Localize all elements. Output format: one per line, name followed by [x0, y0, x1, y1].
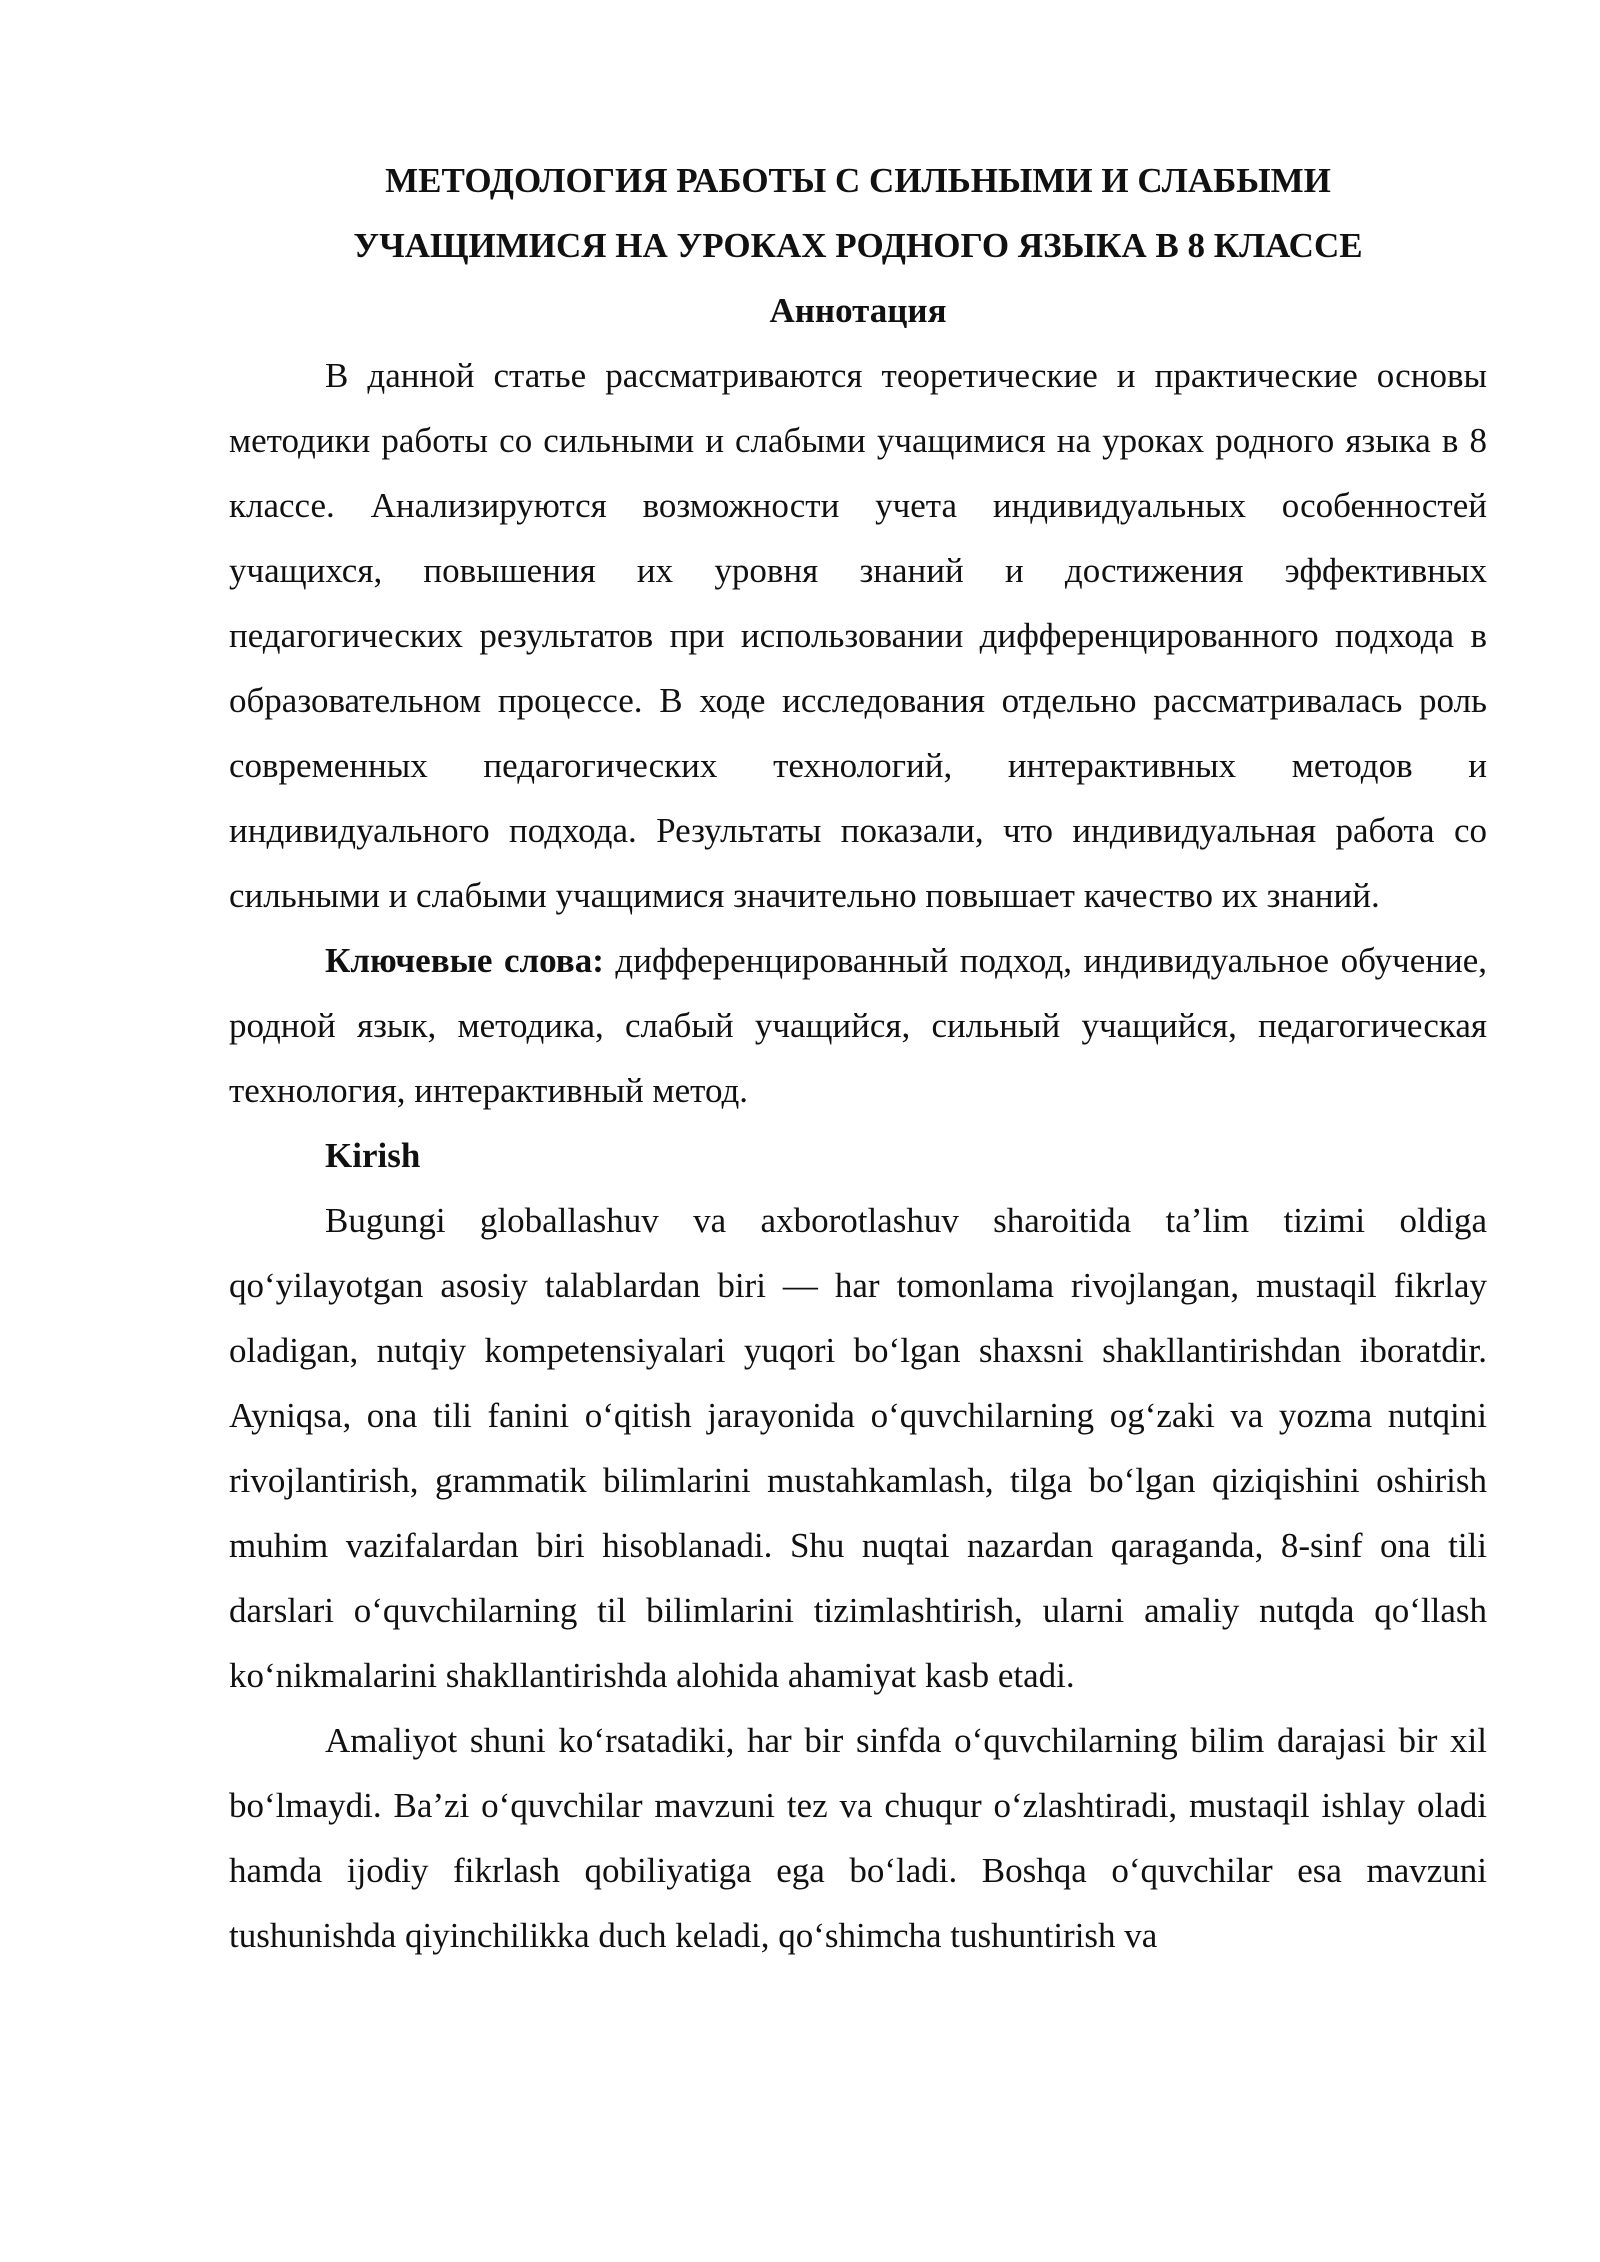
annotation-heading: Аннотация — [769, 291, 947, 330]
document-title-line2: УЧАЩИМИСЯ НА УРОКАХ РОДНОГО ЯЗЫКА В 8 КЛАССЕ — [353, 226, 1363, 265]
document-page — [229, 148, 1487, 1968]
annotation-paragraph: В данной статье рассматриваются теоретические и практические основы методики работы со сильными и слабыми учащимися на уроках родного языка в 8 классе. Анализируются возможности учета индивидуальных особенностей учащихся, повышения их уровня знаний и достижения эффективных педагогических результатов при использовании дифференцированного подхода в образовательном процессе. В ходе исследования отдельно рассматривалась роль современных педагогических технологий, интерактивных методов и индивидуального подхода. Результаты показали, что индивидуальная работа со сильными и слабыми учащимися значительно повышает качество их знаний. — [229, 356, 1487, 915]
intro-heading: Kirish — [325, 1136, 421, 1175]
keywords-text: дифференцированный подход, индивидуальное обучение, родной язык, методика, слабый учащийся, сильный учащийся, педагогическая технология, интерактивный метод. — [229, 941, 1487, 1110]
document-title-line1: МЕТОДОЛОГИЯ РАБОТЫ С СИЛЬНЫМИ И СЛАБЫМИ — [385, 161, 1331, 200]
keywords-paragraph — [229, 928, 1487, 1123]
intro-paragraph-2: Amaliyot shuni ko‘rsatadiki, har bir sinfda o‘quvchilarning bilim darajasi bir xil bo‘lmaydi. Ba’zi o‘quvchilar mavzuni tez va chuqur o‘zlashtiradi, mustaqil ishlay oladi hamda ijodiy fikrlash qobiliyatiga ega bo‘ladi. Boshqa o‘quvchilar esa mavzuni tushunishda qiyinchilikka duch keladi, qo‘shimcha tushuntirish va — [229, 1721, 1487, 1955]
keywords-label: Ключевые слова: — [325, 941, 604, 980]
intro-paragraph-1: Bugungi globallashuv va axborotlashuv sharoitida ta’lim tizimi oldiga qo‘yilayotgan asosiy talablardan biri — har tomonlama rivojlangan, mustaqil fikrlay oladigan, nutqiy kompetensiyalari yuqori bo‘lgan shaxsni shakllantirishdan iboratdir. Ayniqsa, ona tili fanini o‘qitish jarayonida o‘quvchilarning og‘zaki va yozma nutqini rivojlantirish, grammatik bilimlarini mustahkamlash, tilga bo‘lgan qiziqishini oshirish muhim vazifalardan biri hisoblanadi. Shu nuqtai nazardan qaraganda, 8-sinf ona tili darslari o‘quvchilarning til bilimlarini tizimlashtirish, ularni amaliy nutqda qo‘llash ko‘nikmalarini shakllantirishda alohida ahamiyat kasb etadi. — [229, 1201, 1487, 1695]
